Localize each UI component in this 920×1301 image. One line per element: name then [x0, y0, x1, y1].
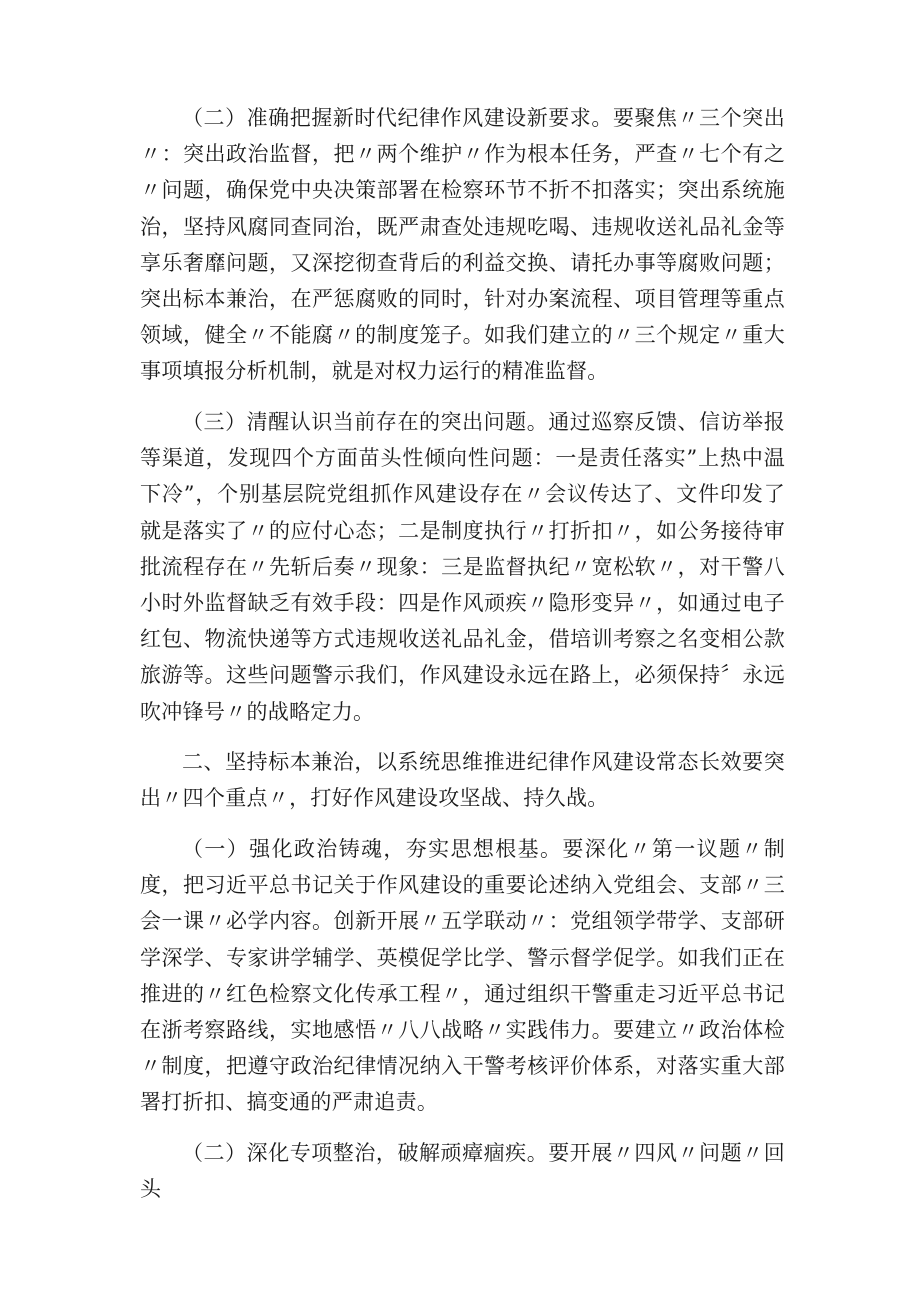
paragraph-section-2-requirements: （二）准确把握新时代纪律作风建设新要求。要聚焦〃三个突出〃：突出政治监督，把〃两个维护〃作为根本任务，严查〃七个有之〃问题，确保党中央决策部署在检察环节不折不扣落实；突出系统施治，坚持风腐同查同治，既严肃查处违规吃喝、违规收送礼品礼金等享乐奢靡问题，又深挖彻查背后的利益交换、请托办事等腐败问题；突出标本兼治，在严惩腐败的同时，针对办案流程、项目管理等重点领域，健全〃不能腐〃的制度笼子。如我们建立的〃三个规定〃重大事项填报分析机制，就是对权力运行的精准监督。 — [140, 106, 785, 384]
paragraph-subsection-2-rectification: （二）深化专项整治，破解顽瘴痼疾。要开展〃四风〃问题〃回头 — [140, 1141, 785, 1202]
paragraph-section-3-problems: （三）清醒认识当前存在的突出问题。通过巡察反馈、信访举报等渠道，发现四个方面苗头性倾向性问题：一是责任落实”上热中温下冷”，个别基层院党组抓作风建设存在〃会议传达了、文件印发了就是落实了〃的应付心态；二是制度执行〃打折扣〃，如公务接待审批流程存在〃先斩后奏〃现象：三是监督执纪〃宽松软〃，对干警八小时外监督缺乏有效手段：四是作风顽疾〃隐形变异〃，如通过电子红包、物流快递等方式违规收送礼品礼金，借培训考察之名变相公款旅游等。这些问题警示我们，作风建设永远在路上，必须保持〞永远吹冲锋号〃的战略定力。 — [140, 410, 785, 724]
document-body — [140, 100, 785, 1207]
paragraph-subsection-1-political: （一）强化政治铸魂，夯实思想根基。要深化〃第一议题〃制度，把习近平总书记关于作风建设的重要论述纳入党组会、支部〃三会一课〃必学内容。创新开展〃五学联动〃：党组领学带学、支部研学深学、专家讲学辅学、英模促学比学、警示督学促学。如我们正在推进的〃红色检察文化传承工程〃，通过组织干警重走习近平总书记在浙考察路线，实地感悟〃八八战略〃实践伟力。要建立〃政治体检〃制度，把遵守政治纪律情况纳入干警考核评价体系，对落实重大部署打折扣、搞变通的严肃追责。 — [140, 837, 785, 1115]
paragraph-heading-two: 二、坚持标本兼治，以系统思维推进纪律作风建设常态长效要突出〃四个重点〃，打好作风建设攻坚战、持久战。 — [140, 750, 785, 811]
